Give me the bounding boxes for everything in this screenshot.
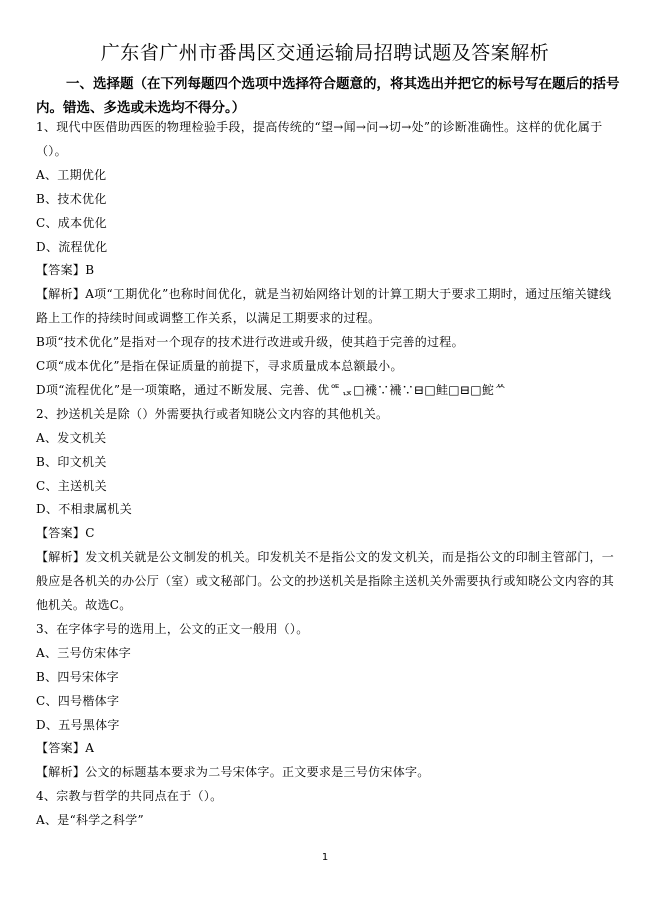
text-line: 【解析】公文的标题基本要求为二号宋体字。正文要求是三号仿宋体字。 <box>36 765 430 780</box>
page-title: 广东省广州市番禺区交通运输局招聘试题及答案解析 <box>100 42 550 64</box>
text-line: （）。 <box>36 143 67 158</box>
text-line: C、四号楷体字 <box>36 693 120 708</box>
page-number: 1 <box>321 852 329 863</box>
text-line: 【答案】C <box>36 526 95 541</box>
text-line: 路上工作的持续时间或调整工作关系，以满足工期要求的过程。 <box>36 311 381 326</box>
text-line: A、是“科学之科学” <box>36 813 144 828</box>
text-line: 3、在字体字号的选用上，公文的正文一般用（）。 <box>36 621 309 636</box>
text-line: 4、宗教与哲学的共同点在于（）。 <box>36 789 223 804</box>
text-line: 【答案】A <box>36 741 95 756</box>
text-line: A、发文机关 <box>36 430 107 445</box>
text-line: 【答案】B <box>36 263 95 278</box>
text-line: D项“流程优化”是一项策略，通过不断发展、完善、优ᅊᆬ□䙍∵䙍∵⊟□鲑□⊟□鮀ᄊ <box>36 382 507 397</box>
text-line: B项“技术优化”是指对一个现存的技术进行改进或升级，使其趋于完善的过程。 <box>36 335 464 350</box>
text-line: 他机关。故选C。 <box>36 598 132 612</box>
text-line: B、印文机关 <box>36 454 107 469</box>
text-line: D、不相隶属机关 <box>36 502 133 517</box>
text-line: B、四号宋体字 <box>36 669 119 684</box>
text-line: C项“成本优化”是指在保证质量的前提下，寻求质量成本总额最小。 <box>36 359 403 373</box>
text-line: A、三号仿宋体字 <box>36 645 132 660</box>
text-line: B、技术优化 <box>36 191 107 206</box>
text-line: A、工期优化 <box>36 167 107 182</box>
section-header: 一、选择题（在下列每题四个选项中选择符合题意的，将其选出并把它的标号写在题后的括号内。错选、多选或未选均不得分。） <box>36 76 620 116</box>
text-line: 1、现代中医借助西医的物理检验手段，提高传统的“望→闻→问→切→处”的诊断准确性。这样的优化属于 <box>36 120 603 134</box>
text-line: D、五号黑体字 <box>36 717 120 732</box>
text-line: 般应是各机关的办公厅（室）或文秘部门。公文的抄送机关是指除主送机关外需要执行或知晓公文内容的其 <box>36 574 615 589</box>
text-line: C、主送机关 <box>36 478 107 493</box>
text-line: D、流程优化 <box>36 239 108 254</box>
text-line: C、成本优化 <box>36 215 107 230</box>
text-line: 【解析】A项“工期优化”也称时间优化，就是当初始网络计划的计算工期大于要求工期时，通过压缩关键线 <box>36 287 612 302</box>
text-line: 2、抄送机关是除（）外需要执行或者知晓公文内容的其他机关。 <box>36 406 389 421</box>
text-line: 【解析】发文机关就是公文制发的机关。印发机关不是指公文的发文机关，而是指公文的印制主管部门，一 <box>36 550 615 565</box>
